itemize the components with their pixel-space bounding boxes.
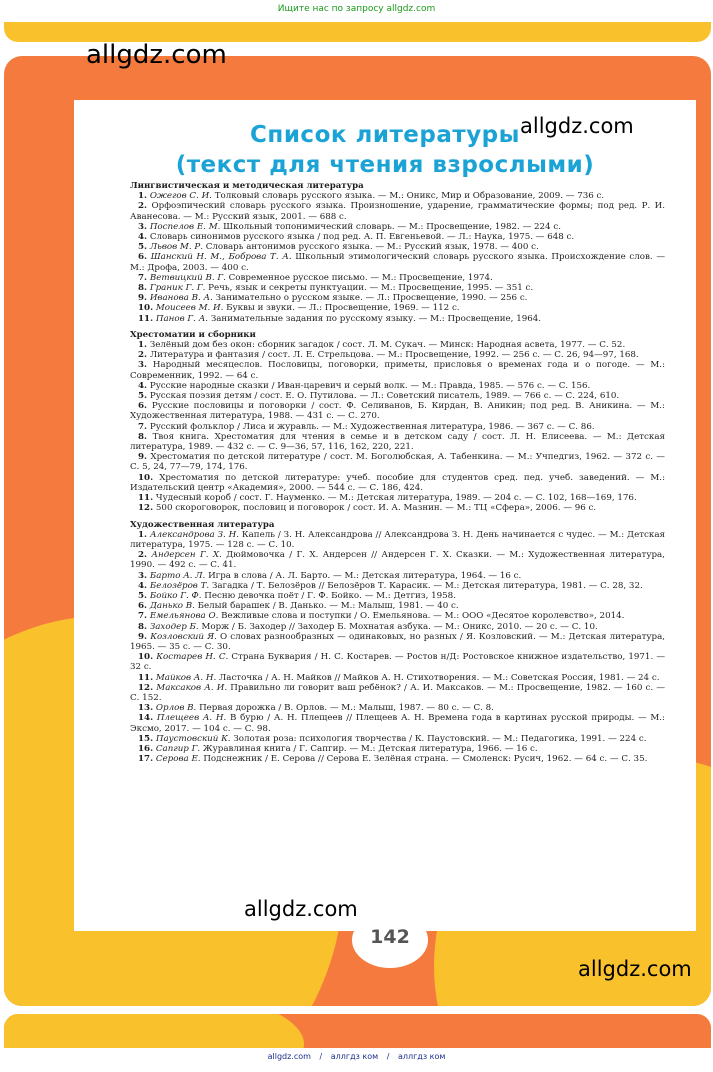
footer-links xyxy=(0,1052,713,1061)
entry-text: Русские народные сказки / Иван-царевич и серый волк. — М.: Правда, 1985. — 576 с. — С. 156. xyxy=(149,380,591,391)
bibliography-entry xyxy=(130,744,665,754)
entry-number: 7. xyxy=(138,611,148,622)
entry-text: Зелёный дом без окон: сборник загадок / сост. Л. М. Сукач. — Минск: Народная асвета, 1977. — С. 52. xyxy=(149,340,626,351)
entry-text: Литература и фантазия / сост. Л. Е. Стрельцова. — М.: Просвещение, 1992. — 256 с. — С. 26, 94—97, 168. xyxy=(149,350,639,361)
entry-number: 9. xyxy=(138,631,148,642)
entry-number: 6. xyxy=(138,601,148,612)
entry-number: 11. xyxy=(138,313,154,324)
bibliography-entry xyxy=(130,303,665,313)
next-page-edge xyxy=(4,1014,711,1048)
entry-number: 8. xyxy=(138,431,148,442)
bibliography-entry xyxy=(130,591,665,601)
bibliography-entry xyxy=(130,350,665,360)
entry-text: Народный месяцеслов. Пословицы, поговорки, приметы, присловья о временах года и о погоде. — М.: Современник, 1992. — 64 с. xyxy=(130,360,665,381)
entry-number: 1. xyxy=(138,340,148,351)
entry-number: 14. xyxy=(138,713,154,724)
bibliography-entry xyxy=(130,611,665,621)
footer-link[interactable]: аллгдз ком xyxy=(397,1052,446,1061)
entry-number: 7. xyxy=(138,421,148,432)
entry-number: 13. xyxy=(138,703,154,714)
previous-page-edge xyxy=(4,22,711,42)
bibliography-entry xyxy=(130,381,665,391)
entry-number: 10. xyxy=(138,303,154,314)
page-number: 142 xyxy=(370,926,410,948)
entry-text: Игра в слова / А. Л. Барто. — М.: Детская литература, 1964. — 16 с. xyxy=(208,570,522,581)
footer-separator: / xyxy=(386,1052,390,1061)
entry-text: Страна Буквария / Н. С. Костарев. — Ростов н/Д: Ростовское книжное издательство, 1971. — 32 с. xyxy=(130,652,666,673)
entry-text: Журавлиная книга / Г. Сапгир. — М.: Детская литература, 1966. — 16 с. xyxy=(202,743,538,754)
entry-number: 16. xyxy=(138,743,154,754)
entry-text: Современное русское письмо. — М.: Просвещение, 1974. xyxy=(228,272,493,283)
bibliography-entry xyxy=(130,452,665,472)
entry-author: Паустовский К. xyxy=(155,733,231,744)
entry-text: Дюймовочка / Г. Х. Андерсен // Андерсен Г. Х. Сказки. — М.: Художественная литература, 1990. — 492 с. — С. 41. xyxy=(130,550,665,571)
entry-text: Речь, язык и секреты пунктуации. — М.: Просвещение, 1995. — 351 с. xyxy=(208,283,534,294)
entry-number: 2. xyxy=(138,350,148,361)
entry-number: 11. xyxy=(138,672,154,683)
bibliography-entry xyxy=(130,422,665,432)
bibliography-entry xyxy=(130,293,665,303)
entry-text: В бурю / А. Н. Плещеев // Плещеев А. Н. Времена года в картинах русской природы. — М.: Эксмо, 2017. — 104 с. — С. 98. xyxy=(130,713,665,734)
entry-number: 11. xyxy=(138,493,154,504)
bibliography-entry xyxy=(130,683,665,703)
entry-text: Русские пословицы и поговорки / сост. Ф. Селиванов, Б. Кирдан, В. Аникин; под ред. В. Аникина. — М.: Художественная литература, 1988. — 431 с. — С. 270. xyxy=(130,401,665,422)
entry-text: Подснежник / Е. Серова // Серова Е. Зелёная страна. — Смоленск: Русич, 1962. — 64 с. — С. 35. xyxy=(203,754,648,765)
section-heading: Лингвистическая и методическая литература xyxy=(130,181,364,191)
bibliography-entry xyxy=(130,622,665,632)
bibliography-entry xyxy=(130,713,665,733)
entry-number: 5. xyxy=(138,391,148,402)
entry-author: Иванова В. А. xyxy=(149,293,213,304)
bibliography-entry xyxy=(130,283,665,293)
entry-number: 3. xyxy=(138,570,148,581)
entry-number: 2. xyxy=(138,550,148,561)
entry-number: 1. xyxy=(138,529,148,540)
entry-text: Занимательные задания по русскому языку. — М.: Просвещение, 1964. xyxy=(210,313,542,324)
entry-text: Школьный этимологический словарь русского языка. Происхождение слов. — М.: Дрофа, 2003. — 400 с. xyxy=(130,252,666,273)
bibliography-entry xyxy=(130,581,665,591)
entry-text: Толковый словарь русского языка. — М.: Оникс, Мир и Образование, 2009. — 736 с. xyxy=(214,191,605,202)
entry-number: 15. xyxy=(138,733,154,744)
bibliography-entry xyxy=(130,391,665,401)
entry-number: 2. xyxy=(138,201,148,212)
bibliography-entry xyxy=(130,191,665,201)
entry-text: Буквы и звуки. — Л.: Просвещение, 1969. — 112 с. xyxy=(226,303,460,314)
title-line-1: Список литературы xyxy=(250,122,520,148)
entry-number: 9. xyxy=(138,293,148,304)
bibliography-entry xyxy=(130,493,665,503)
bibliography-entry xyxy=(130,703,665,713)
entry-number: 8. xyxy=(138,283,148,294)
entry-text: Вежливые слова и поступки / О. Емельянова. — М.: ООО «Десятое королевство», 2014. xyxy=(221,611,625,622)
bibliography-entry xyxy=(130,503,665,513)
entry-text: Занимательно о русском языке. — Л.: Просвещение, 1990. — 256 с. xyxy=(215,293,528,304)
entry-number: 17. xyxy=(138,754,154,765)
footer-link[interactable]: аллгдз ком xyxy=(330,1052,379,1061)
top-search-hint[interactable]: Ищите нас по запросу allgdz.com xyxy=(277,4,436,14)
entry-number: 5. xyxy=(138,242,148,253)
bibliography-entry xyxy=(130,222,665,232)
entry-number: 6. xyxy=(138,401,148,412)
entry-text: Орфоэпический словарь русского языка. Произношение, ударение, грамматические формы; под ред. Р. И. Аванесова. — М.: Русский язык, 2001. — 688 с. xyxy=(130,201,665,222)
entry-text: Золотая роза: психология творчества / К. Паустовский. — М.: Педагогика, 1991. — 224 с. xyxy=(233,733,647,744)
entry-text: Капель / З. Н. Александрова // Александрова З. Н. День начинается с чудес. — М.: Детская литература, 1975. — 128 с. — С. 10. xyxy=(130,529,666,550)
bibliography-entry xyxy=(130,273,665,283)
entry-number: 3. xyxy=(138,221,148,232)
entry-text: Ласточка / А. Н. Майков // Майков А. Н. Стихотворения. — М.: Советская Россия, 1981. — 24 с. xyxy=(219,672,660,683)
bibliography xyxy=(130,179,665,770)
entry-author: Ожегов С. И. xyxy=(149,191,212,202)
entry-text: Белый барашек / В. Данько. — М.: Малыш, 1981. — 40 с. xyxy=(197,601,459,612)
entry-number: 1. xyxy=(138,191,148,202)
bibliography-entry xyxy=(130,673,665,683)
entry-author: Майков А. Н. xyxy=(155,672,217,683)
entry-number: 10. xyxy=(138,472,154,483)
text-panel xyxy=(74,100,696,931)
entry-author: Андерсен Г. Х. xyxy=(151,550,222,561)
entry-number: 4. xyxy=(138,580,148,591)
entry-number: 4. xyxy=(138,380,148,391)
bibliography-entry xyxy=(130,550,665,570)
entry-text: Хрестоматия по детской литературе: учеб. пособие для студентов сред. пед. учеб. заведений. — М.: Издательский центр «Академия», 2000. — 544 с. — С. 186, 424. xyxy=(130,472,665,493)
entry-text: Русская поэзия детям / сост. Е. О. Путилова. — Л.: Советский писатель, 1989. — 766 с. — С. 224, 610. xyxy=(149,391,620,402)
bibliography-entry xyxy=(130,432,665,452)
entry-author: Граник Г. Г. xyxy=(149,283,206,294)
watermark: allgdz.com xyxy=(520,114,634,138)
entry-author: Данько В. xyxy=(149,601,195,612)
bibliography-entry xyxy=(130,201,665,221)
entry-text: Твоя книга. Хрестоматия для чтения в семье и в детском саду / сост. Л. Н. Елисеева. — М.: Детская литература, 1989. — 432 с. — С. 9—36, 57, 116, 162, 220, 221. xyxy=(130,431,665,453)
entry-number: 8. xyxy=(138,621,148,632)
bibliography-entry xyxy=(130,530,665,550)
entry-author: Шанский Н. М., Боброва Т. А. xyxy=(150,252,292,263)
entry-author: Белозёров Т. xyxy=(149,580,210,591)
entry-number: 10. xyxy=(138,652,154,663)
bibliography-entry xyxy=(130,754,665,764)
entry-number: 12. xyxy=(138,682,154,693)
section-heading: Художественная литература xyxy=(130,519,275,530)
entry-author: Александрова З. Н. xyxy=(149,529,239,540)
entry-number: 9. xyxy=(138,452,148,463)
entry-number: 4. xyxy=(138,232,148,243)
section-heading: Хрестоматии и сборники xyxy=(130,329,256,340)
entry-number: 7. xyxy=(138,272,148,283)
entry-author: Сапгир Г. xyxy=(155,743,201,754)
bibliography-entry xyxy=(130,232,665,242)
entry-author: Панов Г. А. xyxy=(155,313,209,324)
entry-text: Морж / Б. Заходер // Заходер Б. Мохнатая азбука. — М.: Оникс, 2010. — 20 с. — С. 10. xyxy=(201,621,598,632)
entry-author: Барто А. Л. xyxy=(149,570,206,581)
bibliography-entry xyxy=(130,360,665,380)
entry-number: 3. xyxy=(138,360,148,371)
watermark: allgdz.com xyxy=(578,957,692,981)
bibliography-section xyxy=(130,330,665,514)
entry-text: Чудесный короб / сост. Г. Науменко. — М.: Детская литература, 1989. — 204 с. — С. 102, 168—169, 176. xyxy=(155,493,637,504)
bibliography-entry xyxy=(130,242,665,252)
entry-number: 6. xyxy=(138,252,148,263)
entry-text: Первая дорожка / В. Орлов. — М.: Малыш, 1987. — 80 с. — С. 8. xyxy=(199,703,494,714)
watermark: allgdz.com xyxy=(86,40,227,70)
entry-author: Орлов В. xyxy=(155,703,197,714)
entry-number: 12. xyxy=(138,503,154,514)
bibliography-entry xyxy=(130,340,665,350)
entry-text: 500 скороговорок, пословиц и поговорок / сост. И. А. Мазнин. — М.: ТЦ «Сфера», 2006. — 96 с. xyxy=(155,503,597,514)
entry-text: Словарь антонимов русского языка. — М.: Русский язык, 1978. — 400 с. xyxy=(205,242,539,253)
bibliography-entry xyxy=(130,571,665,581)
entry-number: 5. xyxy=(138,590,148,601)
entry-text: Русский фольклор / Лиса и журавль. — М.: Художественная литература, 1986. — 367 с. — С. 86. xyxy=(149,421,595,432)
entry-author: Моисеев М. И. xyxy=(155,303,224,314)
entry-text: Загадка / Т. Белозёров // Белозёров Т. Карасик. — М.: Детская литература, 1981. — С. 28, 32. xyxy=(211,580,643,591)
bibliography-section xyxy=(130,181,665,324)
entry-author: Козловский Я. xyxy=(150,631,217,642)
title-line-2: (текст для чтения взрослыми) xyxy=(175,152,595,178)
entry-author: Бойко Г. Ф. xyxy=(149,590,202,601)
entry-author: Ветвицкий В. Г. xyxy=(149,272,226,283)
bibliography-section xyxy=(130,520,665,765)
entry-author: Львов М. Р. xyxy=(149,242,203,253)
entry-author: Плещеев А. Н. xyxy=(156,713,227,724)
bibliography-entry xyxy=(130,252,665,272)
entry-author: Максаков А. И. xyxy=(156,682,228,693)
yellow-decor-shape xyxy=(4,1014,304,1048)
entry-text: Хрестоматия по детской литературе / сост. М. Боголюбская, А. Табенкина. — М.: Учпедгиз, 1962. — 372 с. — С. 5, 24, 77—79, 174, 176. xyxy=(130,452,665,473)
bibliography-entry xyxy=(130,314,665,324)
bibliography-entry xyxy=(130,601,665,611)
watermark: allgdz.com xyxy=(244,897,358,921)
entry-text: Словарь синонимов русского языка / под ред. А. П. Евгеньевой. — Л.: Наука, 1975. — 648 с. xyxy=(149,232,575,243)
entry-author: Поспелов Е. М. xyxy=(149,221,221,232)
entry-text: Правильно ли говорит ваш ребёнок? / А. И. Максаков. — М.: Просвещение, 1982. — 160 с. — С. 152. xyxy=(130,682,666,703)
bibliography-entry xyxy=(130,473,665,493)
bibliography-entry xyxy=(130,401,665,421)
bibliography-entry xyxy=(130,734,665,744)
entry-text: Школьный топонимический словарь. — М.: Просвещение, 1982. — 224 с. xyxy=(223,221,561,232)
bibliography-entry xyxy=(130,652,665,672)
entry-author: Заходер Б. xyxy=(149,621,199,632)
entry-text: Песню девочка поёт / Г. Ф. Бойко. — М.: Детгиз, 1958. xyxy=(204,590,456,601)
bibliography-entry xyxy=(130,632,665,652)
footer-separator: / xyxy=(319,1052,323,1061)
entry-author: Емельянова О. xyxy=(149,611,219,622)
entry-author: Костарев Н. С. xyxy=(156,652,229,663)
footer-link[interactable]: allgdz.com xyxy=(267,1052,311,1061)
entry-text: О словах разнообразных — одинаковых, но разных / Я. Козловский. — М.: Детская литература, 1965. — 35 с. — С. 30. xyxy=(130,631,666,652)
entry-author: Серова Е. xyxy=(155,754,201,765)
